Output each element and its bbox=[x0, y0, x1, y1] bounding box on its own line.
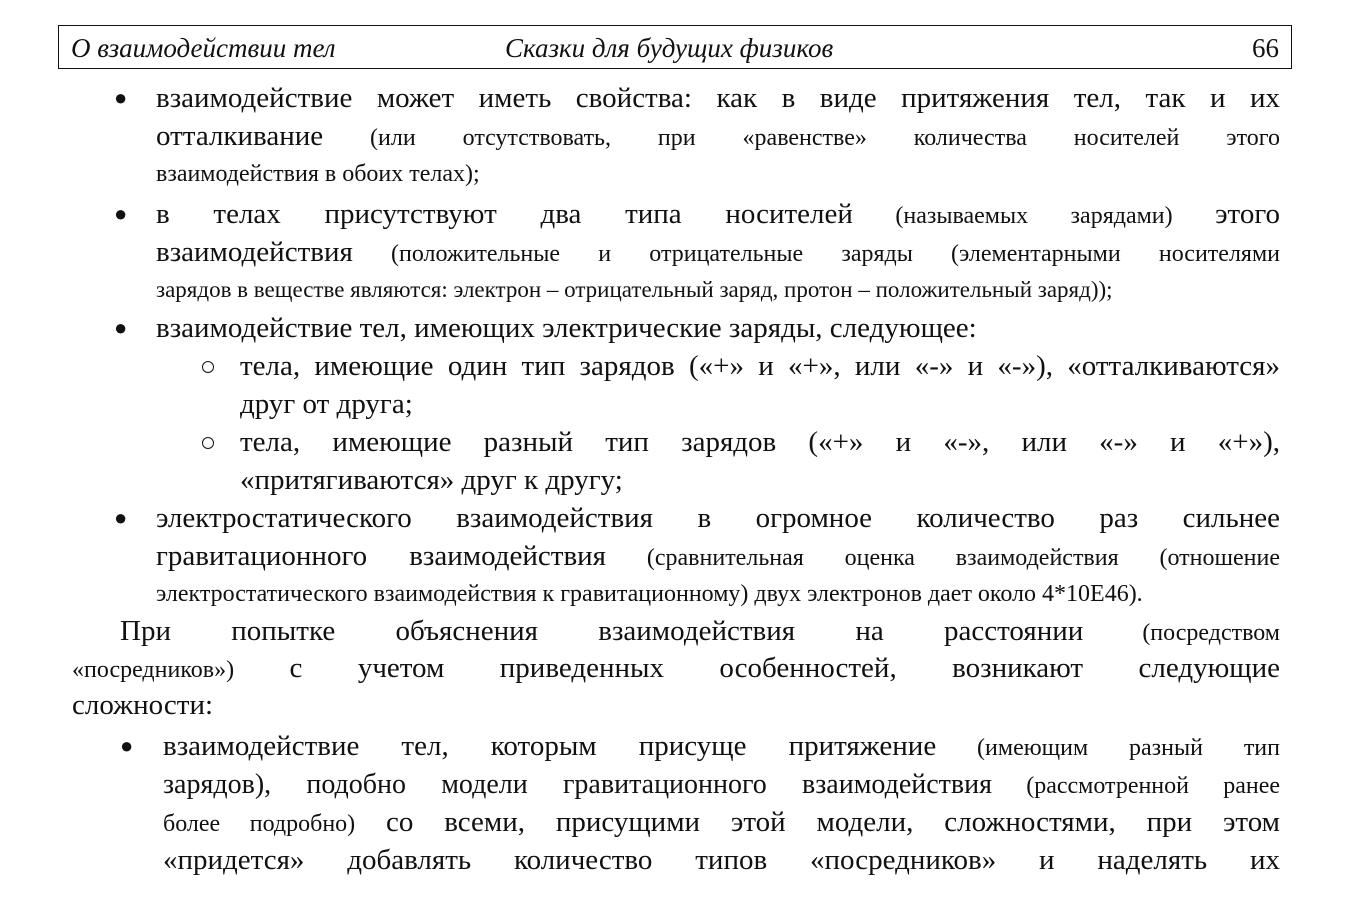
sub-item-1-line-1: тела, имеющие один тип зарядов («+» и «+», или «-» и «-»), «отталкиваются» bbox=[240, 350, 1280, 382]
bullet-5-text-b: зарядов), подобно модели гравитационного взаимодействия bbox=[163, 769, 993, 800]
bullet-4-term: гравитационного взаимодействия bbox=[156, 540, 607, 572]
paragraph-aside-2: «посредников») bbox=[72, 657, 235, 683]
bullet-4-line-2 bbox=[156, 538, 1280, 576]
bullet-4-aside: (сравнительная оценка взаимодействия (отношение bbox=[606, 545, 1280, 571]
paragraph-aside: (посредством bbox=[1083, 620, 1280, 646]
bullet-icon: ● bbox=[114, 505, 128, 530]
sub-item-2-line-1: тела, имеющие разный тип зарядов («+» и «-», или «-» и «+»), bbox=[240, 426, 1280, 458]
header-book-title: Сказки для будущих физиков bbox=[505, 33, 834, 63]
bullet-5-line-3 bbox=[163, 804, 1280, 842]
paragraph-text-b: с учетом приведенных особенностей, возникают следующие bbox=[234, 652, 1280, 684]
bullet-2-aside: (называемых зарядами) bbox=[852, 203, 1216, 229]
bullet-2-term: взаимодействия bbox=[156, 236, 353, 268]
page-header bbox=[58, 25, 1292, 69]
bullet-2-text-a: в телах присутствуют два типа носителей bbox=[156, 198, 853, 230]
bullet-1-line-3: взаимодействия в обоих телах); bbox=[156, 161, 480, 187]
paragraph-text-a: При попытке объяснения взаимодействия на расстоянии bbox=[120, 615, 1084, 647]
bullet-3-line-1: взаимодействие тел, имеющих электрические заряды, следующее: bbox=[156, 312, 977, 344]
bullet-2-text-c: этого bbox=[1215, 198, 1280, 230]
bullet-5-text-a: взаимодействие тел, которым присуще притяжение bbox=[163, 730, 937, 762]
page-number: 66 bbox=[1252, 33, 1279, 63]
header-section-title: О взаимодействии тел bbox=[71, 33, 336, 63]
bullet-5-aside: (имеющим разный тип bbox=[936, 735, 1280, 761]
bullet-1-line-1: взаимодействие может иметь свойства: как в виде притяжения тел, так и их bbox=[156, 82, 1280, 114]
sub-item-1-line-2: друг от друга; bbox=[240, 388, 413, 420]
bullet-icon: ● bbox=[114, 201, 128, 226]
sub-bullet-icon bbox=[202, 437, 214, 449]
bullet-5-line-4: «придется» добавлять количество типов «посредников» и наделять их bbox=[163, 844, 1280, 876]
sub-bullet-icon bbox=[202, 361, 214, 373]
bullet-icon: ● bbox=[120, 733, 134, 758]
sub-item-2-line-2: «притягиваются» друг к другу; bbox=[240, 464, 623, 496]
bullet-1-term: отталкивание bbox=[156, 120, 324, 152]
bullet-icon: ● bbox=[114, 85, 128, 110]
bullet-4-line-3: электростатического взаимодействия к гравитационному) двух электронов дает около 4*10E46). bbox=[156, 581, 1143, 607]
bullet-4-line-1: электростатического взаимодействия в огромное количество раз сильнее bbox=[156, 502, 1280, 534]
bullet-5-aside-2: (рассмотренной ранее bbox=[992, 773, 1280, 799]
bullet-1-line-2 bbox=[156, 118, 1280, 156]
bullet-2-aside-2: (положительные и отрицательные заряды (элементарными носителями bbox=[352, 241, 1280, 267]
bullet-5-aside-3: более подробно) bbox=[163, 811, 356, 837]
bullet-5-text-c: со всеми, присущими этой модели, сложностями, при этом bbox=[355, 806, 1280, 838]
bullet-5-line-2 bbox=[163, 766, 1280, 804]
bullet-2-line-2 bbox=[156, 234, 1280, 272]
bullet-1-aside: (или отсутствовать, при «равенстве» количества носителей этого bbox=[323, 125, 1280, 151]
bullet-icon: ● bbox=[114, 315, 128, 340]
bullet-2-line-1 bbox=[156, 196, 1280, 234]
paragraph-line-1 bbox=[120, 613, 1280, 651]
bullet-2-line-3: зарядов в веществе являются: электрон – отрицательный заряд, протон – положительный заряд)); bbox=[156, 277, 1113, 302]
paragraph-line-3: сложности: bbox=[72, 689, 214, 721]
paragraph-line-2 bbox=[72, 650, 1280, 688]
bullet-5-line-1 bbox=[163, 728, 1280, 766]
